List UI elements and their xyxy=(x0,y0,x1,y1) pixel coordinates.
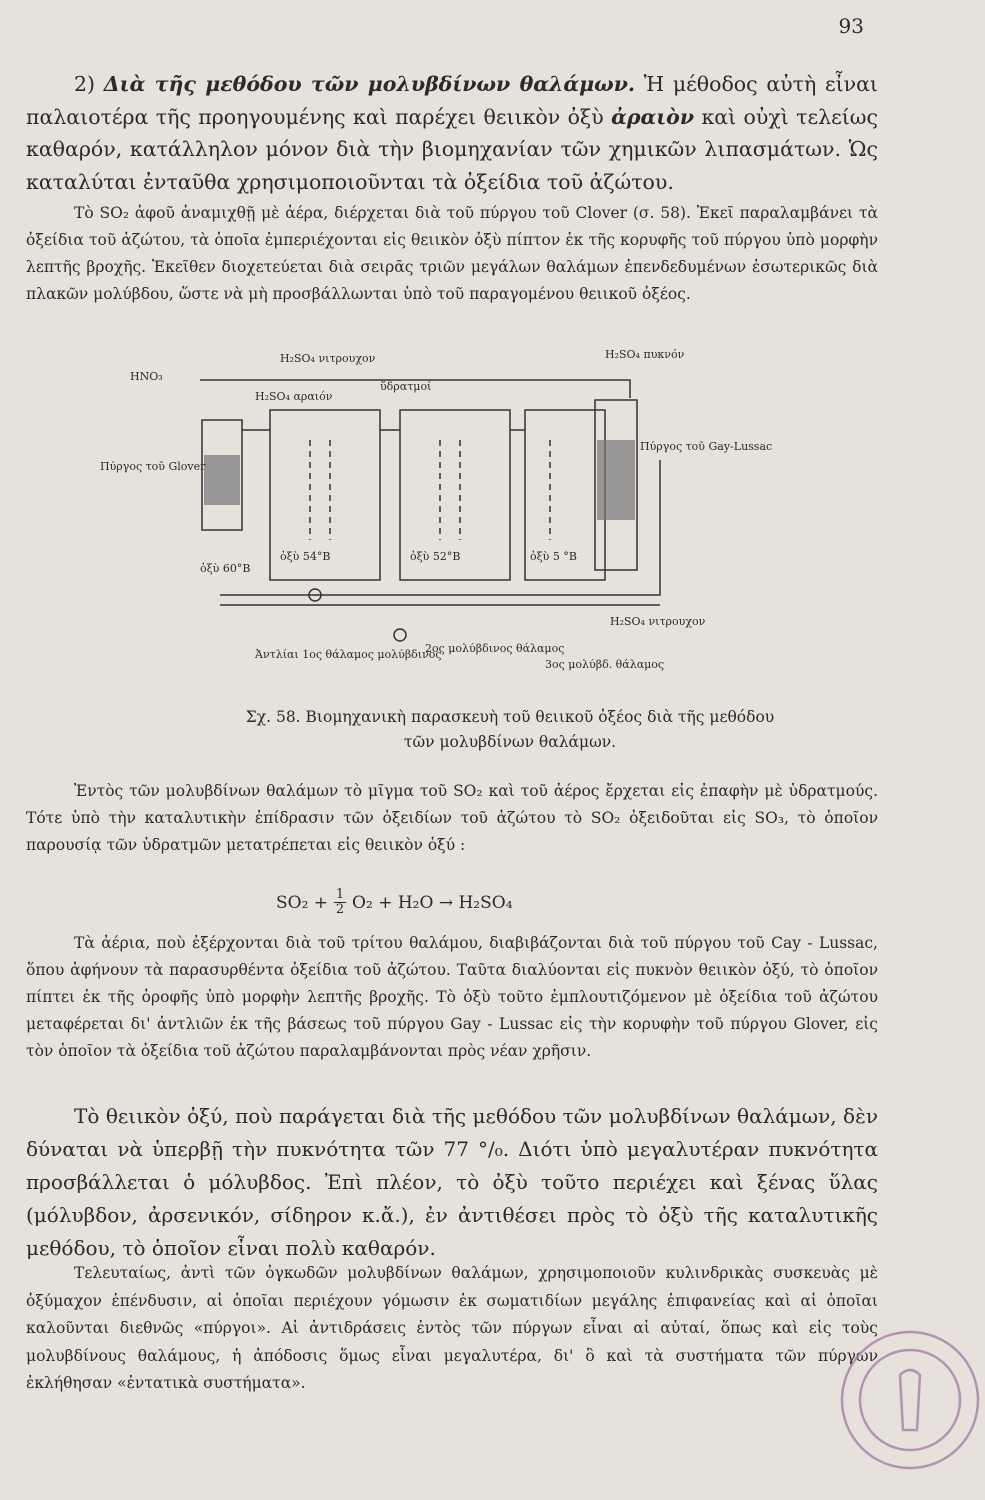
label-h2so4-nitrous-bottom: H₂SO₄ νιτρουχον xyxy=(610,615,706,628)
label-water: ὕδρατμοί xyxy=(380,380,432,393)
label-chamber-3: 3ος μολύβδ. θάλαμος xyxy=(545,658,665,671)
equation-right: O₂ + H₂O → H₂SO₄ xyxy=(352,892,513,913)
pump-2 xyxy=(394,629,406,641)
label-glover: Πύργος τοῦ Glover xyxy=(100,460,206,473)
section-title: Διὰ τῆς μεθόδου τῶν μολυβδίνων θαλάμων. xyxy=(103,72,636,96)
page-number: 93 xyxy=(838,14,864,38)
equation-left: SO₂ + xyxy=(276,892,329,913)
caption-line-2: τῶν μολυβδίνων θαλάμων. xyxy=(403,733,617,751)
label-h2so4-dense: H₂SO₄ πυκνόν xyxy=(605,348,685,361)
chemical-equation xyxy=(276,888,513,917)
so2-paragraph: Τὸ SO₂ ἀφοῦ ἀναμιχθῇ μὲ ἀέρα, διέρχεται διὰ τοῦ πύργου τοῦ Clover (σ. 58). Ἐκεῖ παραλαμβάνει τὰ ὀξείδια τοῦ ἀζώτου, τὰ ὁποῖα ἐμπεριέχονται εἰς θειικὸν ὀξὺ πίπτον ἐκ τῆς κορυφῆς τοῦ πύργου ὑπὸ μορφὴν λεπτῆς βροχῆς. Ἐκεῖθεν διοχετεύεται διὰ σειρᾶς τριῶν μεγάλων θαλάμων ἐπενδεδυμένων ἐσωτερικῶς διὰ πλακῶν μολύβδου, ὥστε νὰ μὴ προσβάλλωνται ὑπὸ τοῦ παραγομένου θειικοῦ ὀξέος. xyxy=(26,204,878,303)
intro-text-b: καὶ οὐχὶ τελείως καθαρόν, κατάλληλον μόνον διὰ τὴν βιομηχανίαν τῶν χημικῶν λιπασμάτων. Ὡς καταλύται ἐνταῦθα χρησιμοποιοῦνται τὰ ὀξείδια τοῦ ἀζώτου. xyxy=(26,104,878,194)
label-hno3: HNO₃ xyxy=(130,370,163,383)
fraction-denominator: 2 xyxy=(335,902,345,917)
library-stamp xyxy=(835,1325,985,1475)
intro-paragraph xyxy=(26,68,878,198)
section-number: 2) xyxy=(74,72,96,96)
lead-chamber-diagram xyxy=(100,340,773,695)
towers-paragraph: Τελευταίως, ἀντὶ τῶν ὀγκωδῶν μολυβδίνων θαλάμων, χρησιμοποιοῦν κυλινδρικὰς συσκευὰς μὲ ὀξύμαχον ἐπένδυσιν, αἱ ὁποῖαι περιέχουν γόμωσιν ἐκ σωματιδίων μεγάλης ἐπιφανείας καὶ αἱ ὁποῖαι καλοῦνται διεθνῶς «πύργοι». Αἱ ἀντιδράσεις ἐντὸς τῶν πύργων εἶναι αἱ αὐταί, ὅπως καὶ εἰς τοὺς μολυβδίνους θαλάμους, ἡ ἀπόδοσις ὅμως εἶναι μεγαλυτέρα, δι' ὃ καὶ τὰ συστήματα τῶν πύργων ἐκλήθησαν «ἐντατικὰ συστήματα». xyxy=(26,1264,878,1392)
equation-fraction xyxy=(334,888,346,917)
label-acid-52: ὀξὺ 52°B xyxy=(410,550,461,563)
label-chamber-2: 2ος μολύβδινος θάλαμος xyxy=(425,642,565,655)
label-acid-54: ὀξὺ 54°B xyxy=(280,550,331,563)
figure-caption xyxy=(200,705,820,755)
label-chamber-1: Ἀντλίαι 1ος θάλαμος μολύβδινος xyxy=(255,648,442,661)
intro-text-a: Ἡ μέθοδος αὐτὴ εἶναι παλαιοτέρα τῆς προηγουμένης καὶ παρέχει θειικὸν ὀξὺ xyxy=(26,72,878,129)
label-h2so4-dilute: H₂SO₄ αραιόν xyxy=(255,390,333,403)
label-acid-5x: ὀξὺ 5 °B xyxy=(530,550,577,563)
intro-bold-word: ἀραιὸν xyxy=(611,104,695,129)
fraction-numerator: 1 xyxy=(335,887,345,902)
label-acid-60: ὀξὺ 60°B xyxy=(200,562,251,575)
bottom-pipe xyxy=(220,460,660,595)
label-gay-lussac: Πύργος τοῦ Gay-Lussac xyxy=(640,440,773,453)
caption-line-1: Σχ. 58. Βιομηχανικὴ παρασκευὴ τοῦ θειικοῦ ὀξέος διὰ τῆς μεθόδου xyxy=(245,708,775,726)
gases-paragraph: Τὰ ἀέρια, ποὺ ἐξέρχονται διὰ τοῦ τρίτου θαλάμου, διαβιβάζονται διὰ τοῦ πύργου τοῦ Cay - Lussac, ὅπου ἀφήνουν τὰ παρασυρθέντα ὀξείδια τοῦ ἀζώτου. Ταῦτα διαλύονται εἰς πυκνὸν θειικὸν ὀξύ, τὸ ὁποῖον πίπτει ἐκ τῆς ὀροφῆς ὑπὸ μορφὴν λεπτῆς βροχῆς. Τὸ ὀξὺ τοῦτο ἐμπλουτιζόμενον μὲ ὀξείδια τοῦ ἀζώτου μεταφέρεται δι' ἀντλιῶν ἐκ τῆς βάσεως τοῦ πύργου Gay - Lussac εἰς τὴν κορυφὴν τοῦ πύργου Glover, εἰς τὸν ὁποῖον τὰ ὀξείδια τοῦ ἀζώτου παραλαμβάνονται πρὸς νέαν χρῆσιν. xyxy=(26,934,878,1060)
concentration-paragraph: Τὸ θειικὸν ὀξύ, ποὺ παράγεται διὰ τῆς μεθόδου τῶν μολυβδίνων θαλάμων, δὲν δύναται νὰ ὑπερβῇ τὴν πυκνότητα τῶν 77 °/₀. Διότι ὑπὸ μεγαλυτέραν πυκνότητα προσβάλλεται ὁ μόλυβδος. Ἐπὶ πλέον, τὸ ὀξὺ τοῦτο περιέχει καὶ ξένας ὕλας (μόλυβδον, ἀρσενικόν, σίδηρον κ.ἄ.), ἐν ἀντιθέσει πρὸς τὸ ὀξὺ τῆς καταλυτικῆς μεθόδου, τὸ ὁποῖον εἶναι πολὺ καθαρόν. xyxy=(26,1104,878,1260)
label-h2so4-nitrous-top: H₂SO₄ νιτρουχον xyxy=(280,352,376,365)
chamber-paragraph: Ἐντὸς τῶν μολυβδίνων θαλάμων τὸ μῖγμα τοῦ SO₂ καὶ τοῦ ἀέρος ἔρχεται εἰς ἐπαφὴν μὲ ὑδρατμούς. Τότε ὑπὸ τὴν καταλυτικὴν ἐπίδρασιν τῶν ὀξειδίων τοῦ ἀζώτου τὸ SO₂ ὀξειδοῦται εἰς SO₃, τὸ ὁποῖον παρουσίᾳ τῶν ὑδρατμῶν μετατρέπεται εἰς θειικὸν ὀξύ : xyxy=(26,782,878,854)
